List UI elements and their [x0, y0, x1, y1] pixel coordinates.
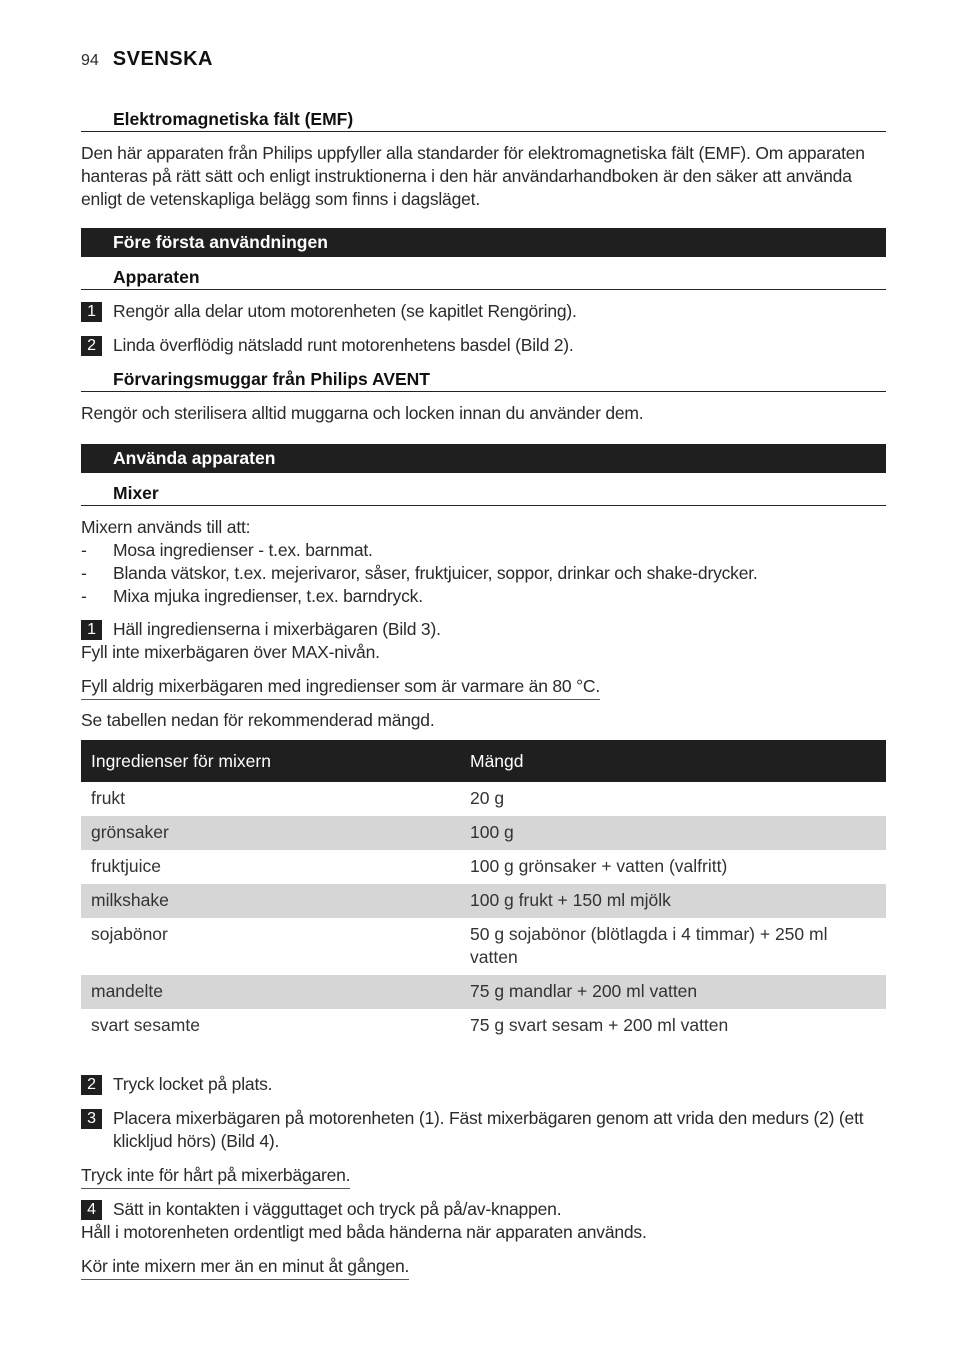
- bullet-dash: -: [81, 563, 87, 583]
- bullet-item: [81, 562, 758, 585]
- table-cell: 100 g grönsaker + vatten (valfritt): [470, 856, 728, 876]
- step-item: [81, 618, 886, 641]
- bullet-text: Blanda vätskor, t.ex. mejerivaror, såser, fruktjuicer, soppor, drinkar och shake-drycker.: [113, 563, 758, 583]
- mixer-intro: Mixern används till att:: [81, 517, 251, 537]
- step-item: [81, 300, 886, 323]
- table-row: [81, 782, 886, 816]
- storage-paragraph: Rengör och sterilisera alltid muggarna och locken innan du använder dem.: [81, 403, 644, 423]
- section-heading-storage-cups: Förvaringsmuggar från Philips AVENT: [81, 368, 886, 392]
- quantity-table: [81, 740, 886, 1043]
- step-note: Håll i motorenheten ordentligt med båda händerna när apparaten används.: [81, 1222, 647, 1242]
- page-header: [81, 48, 213, 71]
- table-row: [81, 850, 886, 884]
- table-cell: sojabönor: [91, 924, 168, 944]
- step-text: Tryck locket på plats.: [113, 1074, 273, 1094]
- step-item: [81, 1107, 886, 1153]
- section-heading-appliance: Apparaten: [81, 266, 886, 290]
- table-header-row: [81, 740, 886, 782]
- table-cell: frukt: [91, 788, 126, 808]
- table-header-cell: Ingredienser för mixern: [81, 740, 460, 782]
- step-text: Linda överflödig nätsladd runt motorenhetens basdel (Bild 2).: [113, 335, 574, 355]
- table-row: [81, 918, 886, 975]
- bullet-text: Mixa mjuka ingredienser, t.ex. barndryck.: [113, 586, 423, 606]
- bullet-dash: -: [81, 586, 87, 606]
- table-intro: Se tabellen nedan för rekommenderad mängd.: [81, 710, 435, 730]
- step-number-badge: 1: [81, 302, 102, 322]
- bullet-item: [81, 539, 373, 562]
- step-text: Sätt in kontakten i vägguttaget och tryck på på/av-knappen.: [113, 1199, 562, 1219]
- chapter-heading-using-appliance: Använda apparaten: [81, 444, 886, 473]
- table-row: [81, 816, 886, 850]
- table-cell: 50 g sojabönor (blötlagda i 4 timmar) + 250 ml vatten: [470, 924, 828, 967]
- table-header-cell: Mängd: [460, 740, 886, 782]
- step-item: [81, 1198, 886, 1221]
- table-cell: 75 g svart sesam + 200 ml vatten: [470, 1015, 729, 1035]
- table-cell: 75 g mandlar + 200 ml vatten: [460, 975, 886, 1009]
- section-heading-mixer: Mixer: [81, 482, 886, 506]
- table-cell: svart sesamte: [91, 1015, 200, 1035]
- step-text: Rengör alla delar utom motorenheten (se kapitlet Rengöring).: [113, 301, 577, 321]
- warning-text: Fyll aldrig mixerbägaren med ingredienser som är varmare än 80 °C.: [81, 675, 600, 700]
- section-heading-emf: Elektromagnetiska fält (EMF): [81, 108, 886, 132]
- table-row: [81, 884, 886, 918]
- table-cell: 100 g: [460, 816, 886, 850]
- step-number-badge: 1: [81, 620, 102, 640]
- chapter-heading-before-first-use: Före första användningen: [81, 228, 886, 257]
- warning-text: Kör inte mixern mer än en minut åt gången.: [81, 1255, 409, 1280]
- language-title: SVENSKA: [112, 48, 213, 70]
- table-cell: mandelte: [81, 975, 460, 1009]
- step-text: Häll ingredienserna i mixerbägaren (Bild 3).: [113, 619, 441, 639]
- table-cell: 20 g: [470, 788, 505, 808]
- step-item: [81, 334, 886, 357]
- step-number-badge: 2: [81, 336, 102, 356]
- step-text: Placera mixerbägaren på motorenheten (1). Fäst mixerbägaren genom att vrida den medurs (2) (ett klickljud hörs) (Bild 4).: [113, 1108, 864, 1151]
- step-number-badge: 2: [81, 1075, 102, 1095]
- page-number: 94: [81, 52, 99, 69]
- table-row: [81, 1009, 886, 1043]
- emf-paragraph: Den här apparaten från Philips uppfyller alla standarder för elektromagnetiska fält (EMF). Om apparaten hanteras på rätt sätt och enligt instruktionerna i den här användarhandboken är den säker att använda enligt de vetenskapliga belägg som finns i dagsläget.: [81, 143, 865, 209]
- bullet-dash: -: [81, 540, 87, 560]
- warning-text: Tryck inte för hårt på mixerbägaren.: [81, 1164, 350, 1189]
- table-cell: 100 g frukt + 150 ml mjölk: [460, 884, 886, 918]
- step-number-badge: 3: [81, 1109, 102, 1129]
- step-number-badge: 4: [81, 1200, 102, 1220]
- step-item: [81, 1073, 886, 1096]
- table-cell: grönsaker: [81, 816, 460, 850]
- step-note: Fyll inte mixerbägaren över MAX-nivån.: [81, 642, 380, 662]
- table-cell: fruktjuice: [91, 856, 162, 876]
- bullet-text: Mosa ingredienser - t.ex. barnmat.: [113, 540, 373, 560]
- table-cell: milkshake: [81, 884, 460, 918]
- table-row: [81, 975, 886, 1009]
- bullet-item: [81, 585, 423, 608]
